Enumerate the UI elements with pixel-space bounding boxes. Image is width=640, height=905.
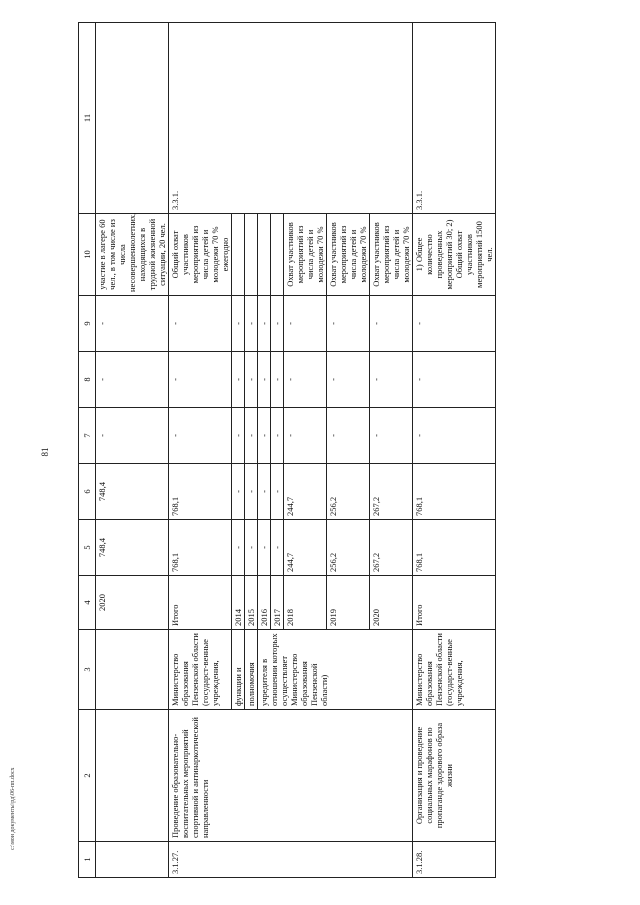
column-header: 7 bbox=[79, 408, 96, 464]
column-header: 8 bbox=[79, 352, 96, 408]
cell-value: - bbox=[327, 296, 370, 352]
cell-item-number: 3.1.28. bbox=[413, 842, 496, 878]
cell-value: 267,2 bbox=[370, 520, 413, 576]
cell-year: 2019 bbox=[327, 576, 370, 630]
cell-item-number: 3.1.27. bbox=[169, 842, 413, 878]
cell-value: 748,4 bbox=[96, 520, 169, 576]
cell-value: - bbox=[258, 520, 271, 576]
cell-value: - bbox=[327, 408, 370, 464]
cell-value: - bbox=[284, 352, 327, 408]
rotated-table-area bbox=[78, 22, 582, 878]
cell-value: - bbox=[169, 408, 232, 464]
column-header: 1 bbox=[79, 842, 96, 878]
cell-value: - bbox=[258, 352, 271, 408]
cell-value: 256,2 bbox=[327, 464, 370, 520]
cell-value: - bbox=[245, 296, 258, 352]
cell-value: - bbox=[96, 408, 169, 464]
cell-link: 3.3.1. bbox=[169, 23, 413, 214]
cell-executor: функции и bbox=[232, 630, 245, 710]
cell-value: 267,2 bbox=[370, 464, 413, 520]
column-header: 11 bbox=[79, 23, 96, 214]
cell-value: - bbox=[413, 296, 496, 352]
page-number: 81 bbox=[40, 447, 50, 457]
column-number-row bbox=[79, 23, 96, 878]
cell-empty bbox=[96, 710, 169, 842]
column-header: 9 bbox=[79, 296, 96, 352]
cell-value: - bbox=[284, 408, 327, 464]
cell-value: - bbox=[232, 296, 245, 352]
table-row bbox=[169, 23, 232, 878]
cell-value: 748,4 bbox=[96, 464, 169, 520]
cell-value: - bbox=[271, 408, 284, 464]
cell-year: 2020 bbox=[96, 576, 169, 630]
table-row bbox=[96, 23, 169, 878]
cell-value: - bbox=[370, 408, 413, 464]
cell-executor: Министерство образования Пензенской области (государст-венные учреждения, bbox=[169, 630, 232, 710]
cell-value: 768,1 bbox=[413, 520, 496, 576]
cell-value: - bbox=[245, 352, 258, 408]
cell-value: 244,7 bbox=[284, 464, 327, 520]
cell-value: 768,1 bbox=[169, 464, 232, 520]
cell-indicator: участие в лагере 60 чел., в том числе из числа несовершеннолетних, находящихся в трудной жизненной ситуации, 20 чел. bbox=[96, 214, 169, 296]
cell-value: - bbox=[232, 352, 245, 408]
cell-indicator bbox=[232, 214, 245, 296]
cell-value: - bbox=[169, 352, 232, 408]
cell-executor: полномочия bbox=[245, 630, 258, 710]
cell-value: - bbox=[232, 464, 245, 520]
cell-value: - bbox=[284, 296, 327, 352]
cell-value: - bbox=[96, 352, 169, 408]
column-header: 5 bbox=[79, 520, 96, 576]
cell-year: Итого bbox=[169, 576, 232, 630]
cell-activity-name: Организация и проведение социальных марафонов по пропаганде здорового образа жизни bbox=[413, 710, 496, 842]
cell-value: - bbox=[232, 408, 245, 464]
cell-indicator bbox=[245, 214, 258, 296]
cell-value: - bbox=[271, 520, 284, 576]
cell-executor: Министерство образования Пензенской области (государст-венные учреждения, bbox=[413, 630, 496, 710]
cell-year: 2015 bbox=[245, 576, 258, 630]
cell-indicator bbox=[271, 214, 284, 296]
cell-value: - bbox=[245, 520, 258, 576]
cell-year: 2020 bbox=[370, 576, 413, 630]
cell-year: 2014 bbox=[232, 576, 245, 630]
table-row bbox=[413, 23, 496, 878]
program-activities-table bbox=[78, 22, 496, 878]
cell-empty bbox=[96, 630, 169, 710]
cell-value: 768,1 bbox=[413, 464, 496, 520]
cell-value: 768,1 bbox=[169, 520, 232, 576]
column-header: 6 bbox=[79, 464, 96, 520]
cell-year: 2018 bbox=[284, 576, 327, 630]
cell-link: 3.3.1. bbox=[413, 23, 496, 214]
footer-file-path: c:\мои документы\рд\06-пп.docx bbox=[10, 767, 16, 850]
cell-value: - bbox=[245, 464, 258, 520]
cell-executor: учредителя в отношении которых осуществляет Министерство образования Пензенской области) bbox=[258, 630, 413, 710]
cell-value: - bbox=[258, 296, 271, 352]
column-header: 2 bbox=[79, 710, 96, 842]
cell-empty bbox=[96, 842, 169, 878]
cell-activity-name: Проведение образовательно-воспитательных мероприятий спортивной и антинаркотической направленности bbox=[169, 710, 413, 842]
cell-value: - bbox=[370, 296, 413, 352]
cell-value: - bbox=[271, 296, 284, 352]
cell-value: - bbox=[413, 408, 496, 464]
cell-value: - bbox=[370, 352, 413, 408]
cell-value: - bbox=[271, 352, 284, 408]
cell-value: 256,2 bbox=[327, 520, 370, 576]
cell-value: - bbox=[169, 296, 232, 352]
cell-year: 2017 bbox=[271, 576, 284, 630]
cell-value: - bbox=[413, 352, 496, 408]
rotated-table-wrapper bbox=[78, 22, 582, 878]
cell-indicator: Охват участников мероприятий из числа детей и молодежи 70 % bbox=[370, 214, 413, 296]
cell-indicator: Охват участников мероприятий из числа детей и молодежи 70 % bbox=[327, 214, 370, 296]
cell-indicator bbox=[258, 214, 271, 296]
column-header: 10 bbox=[79, 214, 96, 296]
cell-value: - bbox=[258, 464, 271, 520]
cell-year: 2016 bbox=[258, 576, 271, 630]
cell-indicator: Охват участников мероприятий из числа детей и молодежи 70 % bbox=[284, 214, 327, 296]
cell-value: - bbox=[245, 408, 258, 464]
cell-year: Итого bbox=[413, 576, 496, 630]
cell-value: 244,7 bbox=[284, 520, 327, 576]
cell-indicator: 1) Общее количество проведенных мероприятий 30; 2) Общий охват участников мероприятий 1500 чел. bbox=[413, 214, 496, 296]
column-header: 4 bbox=[79, 576, 96, 630]
column-header: 3 bbox=[79, 630, 96, 710]
cell-value: - bbox=[96, 296, 169, 352]
cell-value: - bbox=[271, 464, 284, 520]
cell-value: - bbox=[232, 520, 245, 576]
cell-value: - bbox=[327, 352, 370, 408]
cell-indicator: Общий охват участников мероприятий из числа детей и молодежи 70 % ежегодно bbox=[169, 214, 232, 296]
cell-empty bbox=[96, 23, 169, 214]
cell-value: - bbox=[258, 408, 271, 464]
